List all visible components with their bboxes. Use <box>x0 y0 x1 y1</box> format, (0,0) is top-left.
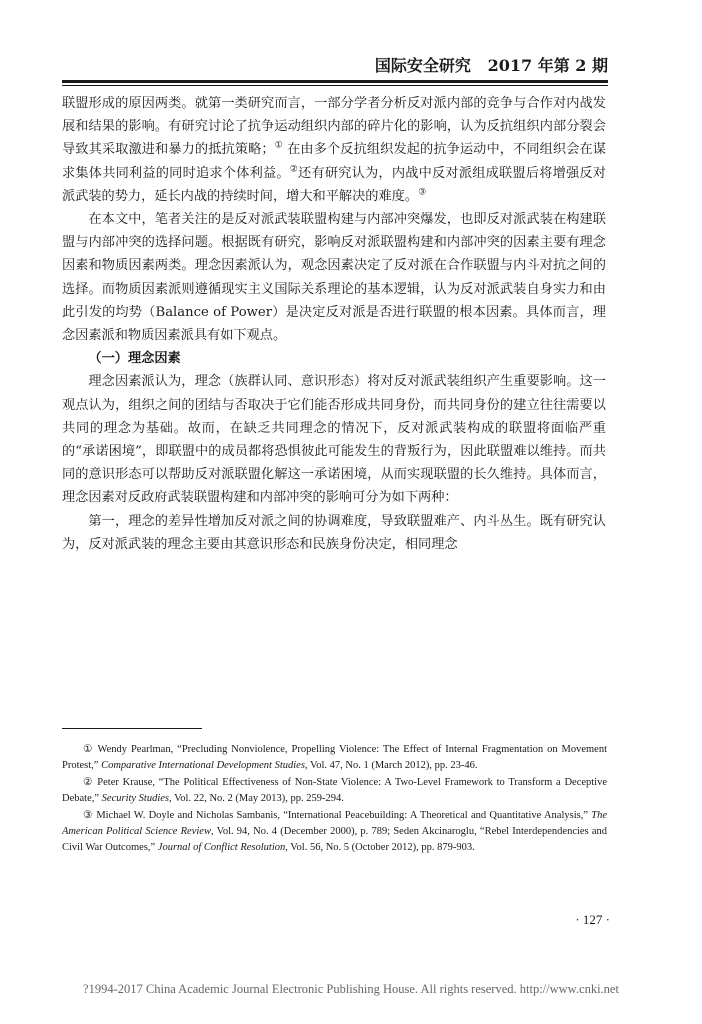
section-heading: （一）理念因素 <box>88 351 181 367</box>
footnote-ref-1[interactable]: ① <box>274 141 283 152</box>
header-rule-thin <box>62 85 608 86</box>
paragraph-3: 理念因素派认为，理念（族群认同、意识形态）将对反对派武装组织产生重要影响。这一观点认为，组织之间的团结与否取决于它们能否形成共同身份，而共同身份的建立往往需要以共同的理念为基础。故而，在缺乏共同理念的情况下，反对派武装构成的联盟将面临严重的“承诺困境”，即联盟中的成员都将恐惧彼此可能发生的背叛行为，因此联盟难以维持。而共同的意识形态可以帮助反对派联盟化解这一承诺困境，从而实现联盟的长久维持。具体而言，理念因素对反政府武装联盟构建和内部冲突的影响可分为如下两种： <box>62 374 606 506</box>
header-rule <box>62 80 608 83</box>
journal-name: 国际安全研究 <box>374 56 471 75</box>
footnote-1: ① Wendy Pearlman, “Precluding Nonviolence, Propelling Violence: The Effect of Internal Fragmentation on Movement Protest,” Comparative International Development Studies, Vol. 47, No. 1 (March 2012), pp. 23-46. <box>62 744 608 772</box>
footnote-3: ③ Michael W. Doyle and Nicholas Sambanis, “International Peacebuilding: A Theoretical and Quantitative Analysis,” The American Political Science Review, Vol. 94, No. 4 (December 2000), p. 789; Seden Akcinaroglu, “Rebel Interdependencies and Civil War Outcomes,” Journal of Conflict Resolution, Vol. 56, No. 5 (October 2012), pp. 879-903. <box>62 809 608 854</box>
page-number: · 127 · <box>575 912 610 927</box>
copyright-watermark: ?1994-2017 China Academic Journal Electronic Publishing House. All rights reserved. http://www.cnki.net <box>83 982 619 996</box>
footnote-2: ② Peter Krause, “The Political Effectiveness of Non-State Violence: A Two-Level Framework to Transform a Deceptive Debate,” Security Studies, Vol. 22, No. 2 (May 2013), pp. 259-294. <box>62 776 608 805</box>
footnotes <box>62 742 607 857</box>
issue-label: 2017 年第 2 期 <box>487 56 608 75</box>
paragraph-4: 第一，理念的差异性增加反对派之间的协调难度，导致联盟难产、内斗丛生。既有研究认为，反对派武装的理念主要由其意识形态和民族身份决定，相同理念 <box>62 513 606 552</box>
running-header <box>62 56 608 82</box>
body-text <box>62 92 606 556</box>
footnote-rule <box>62 728 202 729</box>
footnote-ref-3[interactable]: ③ <box>418 187 427 198</box>
paragraph-2: 在本文中，笔者关注的是反对派武装联盟构建与内部冲突爆发，也即反对派武装在构建联盟与内部冲突的选择问题。根据既有研究，影响反对派联盟构建和内部冲突的因素主要有理念因素和物质因素两类。理念因素派认为，观念因素决定了反对派在合作联盟与内斗对抗之间的选择。而物质因素派则遵循现实主义国际关系理论的基本逻辑，认为反对派武装自身实力和由此引发的均势（Balance of Power）是决定反对派是否进行联盟的根本因素。具体而言，理念因素派和物质因素派具有如下观点。 <box>62 212 606 344</box>
paragraph-1: 联盟形成的原因两类。就第一类研究而言，一部分学者分析反对派内部的竞争与合作对内战发展和结果的影响。有研究讨论了抗争运动组织内部的碎片化的影响，认为反抗组织内部分裂会导致其采取激进和暴力的抵抗策略；① 在由多个反抗组织发起的抗争运动中，不同组织会在谋求集体共同利益的同时追求个体利益。②还有研究认为，内战中反对派组成联盟后将增强反对派武装的势力，延长内战的持续时间，增大和平解决的难度。③ <box>62 96 606 204</box>
footnote-ref-2[interactable]: ② <box>289 164 299 175</box>
